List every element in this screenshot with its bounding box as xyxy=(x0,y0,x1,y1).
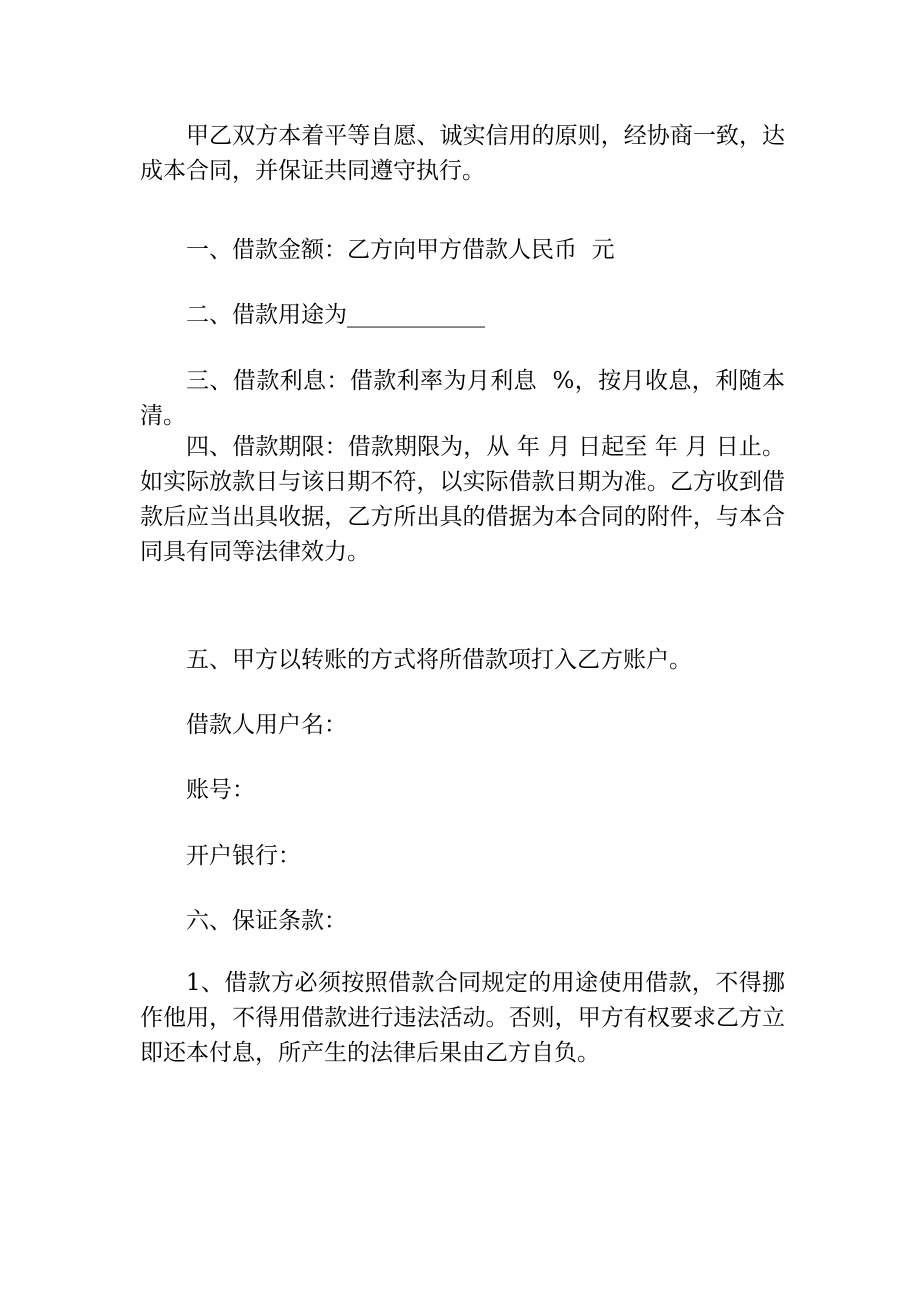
paragraph-preamble: 甲乙双方本着平等自愿、诚实信用的原则，经协商一致，达成本合同，并保证共同遵守执行。 xyxy=(140,123,785,184)
paragraph-loan-purpose: 二、借款用途为____________ xyxy=(186,302,485,328)
paragraph-guarantee-heading: 六、保证条款： xyxy=(186,908,347,934)
paragraph-loan-amount: 一、借款金额：乙方向甲方借款人民币 元 xyxy=(186,237,615,263)
paragraph-transfer-method: 五、甲方以转账的方式将所借款项打入乙方账户。 xyxy=(186,647,692,673)
paragraph-opening-bank: 开户银行： xyxy=(186,843,301,869)
paragraph-loan-term: 四、借款期限：借款期限为，从 年 月 日起至 年 月 日止。如实际放款日与该日期不符，以实际借款日期为准。乙方收到借款后应当出具收据，乙方所出具的借据为本合同的附件，与本合同具有同等法律效力。 xyxy=(140,434,785,565)
paragraph-loan-interest: 三、借款利息：借款利率为月利息 %，按月收息，利随本清。 xyxy=(140,368,785,429)
paragraph-guarantee-clause-1: 1、借款方必须按照借款合同规定的用途使用借款，不得挪作他用，不得用借款进行违法活动。否则，甲方有权要求乙方立即还本付息，所产生的法律后果由乙方自负。 xyxy=(140,970,785,1066)
paragraph-borrower-username: 借款人用户名： xyxy=(186,712,347,738)
paragraph-account-number: 账号： xyxy=(186,777,255,803)
